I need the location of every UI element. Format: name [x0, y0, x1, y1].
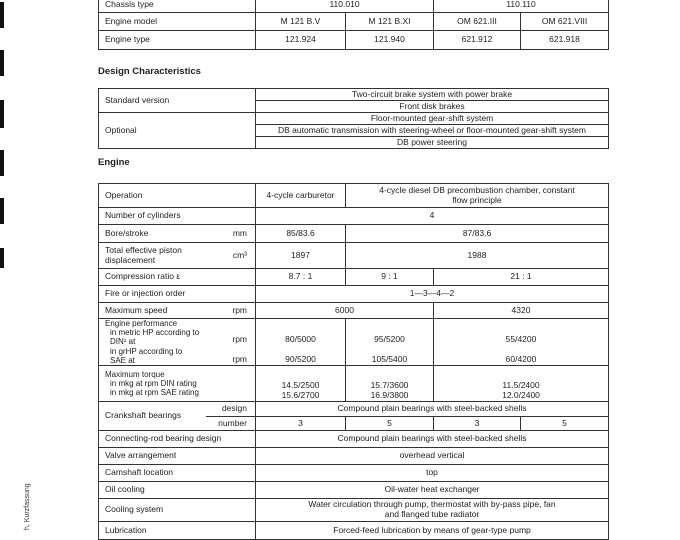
cell: 3: [434, 416, 521, 430]
cell: DB automatic transmission with steering-wheel or floor-mounted gear-shift system: [256, 125, 609, 137]
cell: 5: [346, 416, 434, 430]
cell: top: [256, 464, 609, 481]
row-label: Lubrication: [99, 521, 256, 539]
row-label: Chassis type: [99, 0, 256, 13]
cell: Front disk brakes: [256, 101, 609, 113]
table-row: [99, 13, 609, 31]
row-label: Camshaft location: [99, 464, 256, 481]
cell: 110.010: [256, 0, 434, 13]
row-label: Operation: [99, 184, 256, 208]
cell: M 121 B.XI: [346, 13, 434, 31]
cell: overhead vertical: [256, 447, 609, 464]
unit: rpm: [206, 303, 256, 319]
unit: design: [206, 401, 256, 416]
row-sublabel: in mkg at rpm SAE rating: [110, 388, 199, 398]
cell: 12.0/2400: [502, 390, 540, 401]
cell: 6000: [256, 303, 434, 319]
cell: 110.110: [434, 0, 609, 13]
row-sublabel: in metric HP according to DIN¹ at: [110, 328, 200, 347]
row-label: Fire or injection order: [99, 286, 256, 303]
cell: 121.940: [346, 31, 434, 50]
binding-mark: [0, 100, 4, 128]
cell: 95/5200: [374, 334, 405, 345]
row-label: Standard version: [99, 89, 256, 113]
cell: Floor-mounted gear-shift system: [256, 113, 609, 125]
row-label: Crankshaft bearings: [99, 401, 206, 430]
engine-table: [98, 183, 609, 540]
section-heading-design: Design Characteristics: [98, 66, 201, 77]
unit: rpm: [232, 354, 247, 365]
cell: 11.5/2400: [502, 380, 540, 391]
margin-note: h, Kurzfassung: [24, 483, 31, 530]
unit: rpm: [232, 334, 247, 345]
cell: 1897: [256, 243, 346, 269]
design-table: [98, 88, 609, 149]
cell: 5: [521, 416, 609, 430]
binding-mark: [0, 50, 4, 76]
cell: 621.912: [434, 31, 521, 50]
cell: 621.918: [521, 31, 609, 50]
cell: 1988: [346, 243, 609, 269]
binding-mark: [0, 198, 4, 224]
row-label: Compression ratio ε: [99, 269, 256, 286]
cell: 16.9/3800: [370, 390, 409, 401]
cell: Oil-water heat exchanger: [256, 481, 609, 498]
cell: 4320: [434, 303, 609, 319]
cell: 87/83.6: [346, 225, 609, 243]
cell: Forced-feed lubrication by means of gear-type pump: [256, 521, 609, 539]
row-label: Connecting-rod bearing design: [99, 430, 256, 447]
table-row: [99, 31, 609, 50]
row-label: Number of cylinders: [99, 208, 256, 225]
cell: Compound plain bearings with steel-backed shells: [256, 401, 609, 416]
cell: DB power steering: [256, 137, 609, 149]
row-label: Bore/stroke: [99, 225, 206, 243]
cell: 15.6/2700: [281, 390, 320, 401]
cell: 55/4200: [505, 334, 537, 345]
cell: 85/83.6: [256, 225, 346, 243]
row-label: Engine performance: [105, 319, 178, 328]
cell: 14.5/2500: [281, 380, 320, 391]
cell: 105/5400: [371, 354, 408, 365]
cell: 4-cycle carburetor: [256, 184, 346, 208]
binding-mark: [0, 150, 4, 176]
cell: 4-cycle diesel DB precombustion chamber, constant flow principle: [346, 184, 609, 208]
cell: 90/5200: [285, 354, 316, 365]
cell: OM 621.III: [434, 13, 521, 31]
row-sublabel: in grHP according to SAE at: [110, 346, 183, 365]
row-label: Engine type: [99, 31, 256, 50]
cell: 3: [256, 416, 346, 430]
cell: 4: [256, 208, 609, 225]
cell: 121.924: [256, 31, 346, 50]
cell: M 121 B.V: [256, 13, 346, 31]
chassis-table: [98, 0, 609, 50]
cell: 80/5000: [285, 334, 316, 345]
row-label: Oil cooling: [99, 481, 256, 498]
row-label: Engine model: [99, 13, 256, 31]
cell: 8.7 : 1: [256, 269, 346, 286]
table-row: [99, 0, 609, 13]
row-label: Total effective piston displacement: [99, 243, 206, 269]
cell: Two-circuit brake system with power brake: [256, 89, 609, 101]
cell: OM 621.VIII: [521, 13, 609, 31]
row-label: Maximum speed: [99, 303, 206, 319]
cell: 15.7/3600: [370, 380, 409, 391]
cell: Compound plain bearings with steel-backed shells: [256, 430, 609, 447]
binding-mark: [0, 2, 4, 28]
unit: mm: [206, 225, 256, 243]
binding-mark: [0, 248, 4, 268]
cell: 21 : 1: [434, 269, 609, 286]
cell: 1—3—4—2: [256, 286, 609, 303]
row-label: Optional: [99, 113, 256, 149]
unit: number: [206, 416, 256, 430]
cell: 9 : 1: [346, 269, 434, 286]
cell: 60/4200: [505, 354, 537, 365]
row-label: Cooling system: [99, 498, 256, 521]
cell: Water circulation through pump, thermostat with by-pass pipe, fan and flanged tube radiator: [256, 498, 609, 521]
row-sublabel: in mkg at rpm DIN rating: [110, 378, 197, 388]
section-heading-engine: Engine: [98, 157, 130, 168]
unit: cm³: [206, 243, 256, 269]
row-label: Valve arrangement: [99, 447, 256, 464]
row-label: Maximum torque: [105, 369, 165, 379]
